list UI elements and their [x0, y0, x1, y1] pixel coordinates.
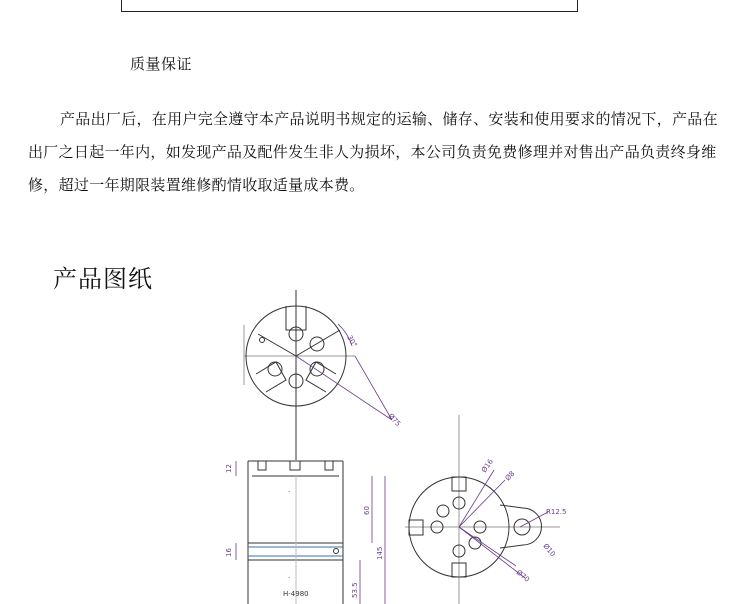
- dim-dia75-label: Ø75: [386, 411, 403, 429]
- dim-dia8-label: Ø8: [503, 469, 517, 483]
- front-mark-2: ·: [288, 574, 291, 582]
- dim-r125-label: R12.5: [546, 508, 567, 516]
- body-label: H-4980: [283, 590, 309, 598]
- front-mark: ·: [288, 488, 291, 496]
- top-view: [244, 290, 355, 460]
- dim-dia10-label: Ø10: [541, 542, 557, 559]
- side-view-dimensions: [459, 470, 548, 578]
- dim-60-label: 60: [363, 506, 371, 515]
- quality-guarantee-heading: 质量保证: [130, 55, 193, 73]
- product-drawings-title: 产品图纸: [53, 265, 153, 293]
- side-view: [405, 415, 560, 604]
- dim-16-label: 16: [225, 548, 233, 557]
- front-view: [248, 461, 343, 604]
- dim-145-label: 145: [376, 546, 384, 560]
- front-view-dimensions: [236, 461, 385, 604]
- quality-guarantee-paragraph: 产品出厂后，在用户完全遵守本产品说明书规定的运输、储存、安装和使用要求的情况下，产品在出厂之日起一年内，如发现产品及配件发生非人为损坏，本公司负责免费修理并对售出产品负责终身维修，超过一年期限装置维修酌情收取适量成本费。: [28, 110, 718, 194]
- dim-12-label: 12: [225, 464, 233, 473]
- dim-angle-label: 30°: [345, 334, 359, 349]
- dim-dia70-label: Ø70: [514, 568, 531, 584]
- dim-dia16-label: Ø16: [480, 457, 495, 475]
- dim-535-label: 53.5: [351, 582, 359, 598]
